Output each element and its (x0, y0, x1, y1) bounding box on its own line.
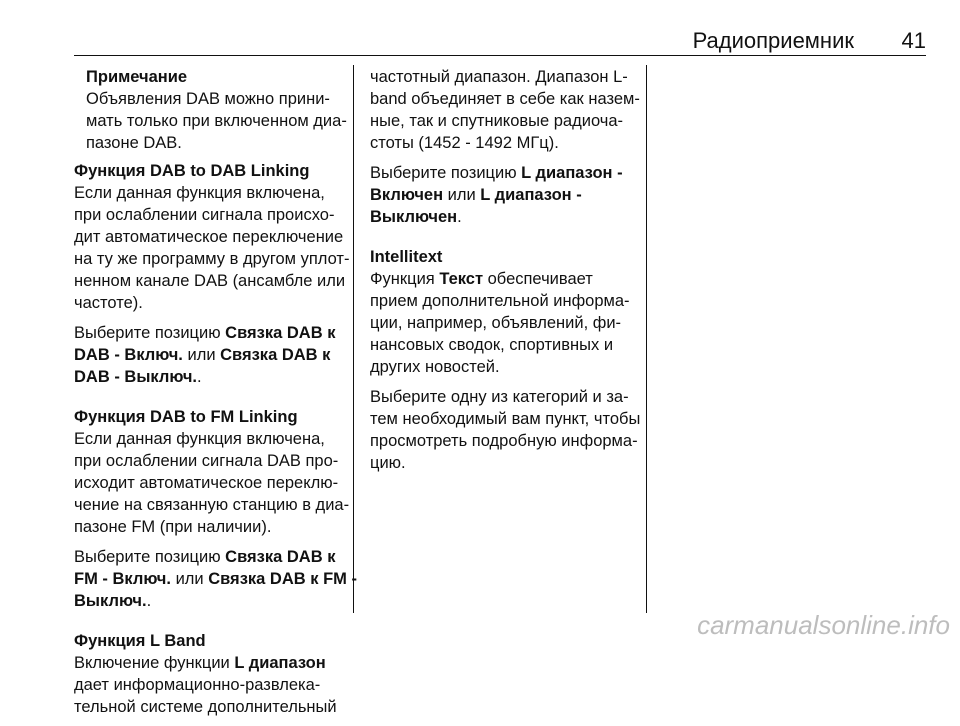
body-line: стоты (1452 - 1492 МГц). (370, 134, 559, 152)
menu-option-label: Связка DAB к (225, 548, 336, 566)
body-line: тем необходимый вам пункт, чтобы (370, 410, 641, 428)
section-dab-to-dab (74, 160, 350, 314)
section-dab-to-fm (74, 406, 350, 538)
body-text: Включение функции (74, 654, 235, 672)
body-line: при ослаблении сигнала DAB про- (74, 452, 339, 470)
body-line: нансовых сводок, спортивных и (370, 336, 614, 354)
note-line: пазоне DAB. (86, 134, 182, 152)
instruction-intellitext (370, 386, 640, 474)
body-line: ции, например, объявлений, фи- (370, 314, 622, 332)
menu-option-label: Связка DAB к (220, 346, 331, 364)
instruction-text: . (457, 208, 462, 226)
body-text: обеспечивает (483, 270, 593, 288)
menu-option-label: Связка DAB к FM - (208, 570, 357, 588)
body-line: дает информационно-развлека- (74, 676, 321, 694)
body-line: частотный диапазон. Диапазон L- (370, 68, 628, 86)
menu-option-label: FM - Включ. (74, 570, 171, 588)
body-line: дит автоматическое переключение (74, 228, 344, 246)
body-line: пазоне FM (при наличии). (74, 518, 272, 536)
menu-option-label: DAB - Включ. (74, 346, 183, 364)
body-line: Если данная функция включена, (74, 184, 325, 202)
instruction-text: или (170, 570, 209, 588)
section-heading: Функция DAB to FM Linking (74, 408, 298, 426)
page-header-title: Радиоприемник (692, 28, 854, 53)
page-number: 41 (901, 28, 926, 53)
body-line: исходит автоматическое переклю- (74, 474, 339, 492)
instruction-text: Выберите позицию (370, 164, 522, 182)
instruction-text: . (197, 368, 202, 386)
body-line: цию. (370, 454, 406, 472)
watermark: carmanualsonline.info (697, 610, 950, 640)
menu-option-label: L диапазон - (480, 186, 582, 204)
instruction-text: . (146, 592, 152, 610)
section-intellitext (370, 246, 640, 378)
menu-option-label: Включен (370, 186, 444, 204)
instruction-text: Выберите позицию (74, 548, 226, 566)
body-line: тельной системе дополнительный (74, 698, 337, 716)
note-title: Примечание (86, 68, 188, 86)
column-divider-left (353, 65, 354, 613)
body-line: частоте). (74, 294, 143, 312)
note-line: мать только при включенном диа- (86, 112, 347, 130)
body-line: Выберите одну из категорий и за- (370, 388, 629, 406)
body-line: на ту же программу в другом уплот- (74, 250, 350, 268)
menu-option-label: Текст (439, 270, 484, 288)
menu-option-label: Связка DAB к (225, 324, 336, 342)
instruction-text: или (182, 346, 221, 364)
body-line: ненном канале DAB (ансамбле или (74, 272, 346, 290)
body-line: при ослаблении сигнала происхо- (74, 206, 335, 224)
menu-option-label: L диапазон (234, 654, 326, 672)
column-divider-right (646, 65, 647, 613)
body-line: band объединяет в себе как назем- (370, 90, 640, 108)
header-divider (74, 55, 926, 56)
section-heading: Функция L Band (74, 632, 206, 650)
instruction-l-band (370, 162, 640, 228)
section-l-band (74, 630, 346, 718)
menu-option-label: DAB - Выключ. (74, 368, 197, 386)
section-heading: Intellitext (370, 248, 443, 266)
note-line: Объявления DAB можно прини- (86, 90, 330, 108)
instruction-text: или (443, 186, 481, 204)
section-heading: Функция DAB to DAB Linking (74, 162, 310, 180)
menu-option-label: Выключ. (74, 592, 147, 610)
instruction-dab-to-dab (74, 322, 346, 388)
menu-option-label: L диапазон - (521, 164, 623, 182)
body-line: чение на связанную станцию в диа- (74, 496, 350, 514)
instruction-dab-to-fm (74, 546, 357, 612)
note-box (86, 66, 346, 154)
body-line: других новостей. (370, 358, 500, 376)
menu-option-label: Выключен (370, 208, 458, 226)
body-line: прием дополнительной информа- (370, 292, 630, 310)
right-column (370, 66, 640, 482)
body-line: просмотреть подробную информа- (370, 432, 638, 450)
body-line: Если данная функция включена, (74, 430, 325, 448)
body-text: Функция (370, 270, 440, 288)
instruction-text: Выберите позицию (74, 324, 226, 342)
l-band-continued (370, 66, 640, 154)
body-line: ные, так и спутниковые радиоча- (370, 112, 624, 130)
left-column (74, 66, 357, 726)
